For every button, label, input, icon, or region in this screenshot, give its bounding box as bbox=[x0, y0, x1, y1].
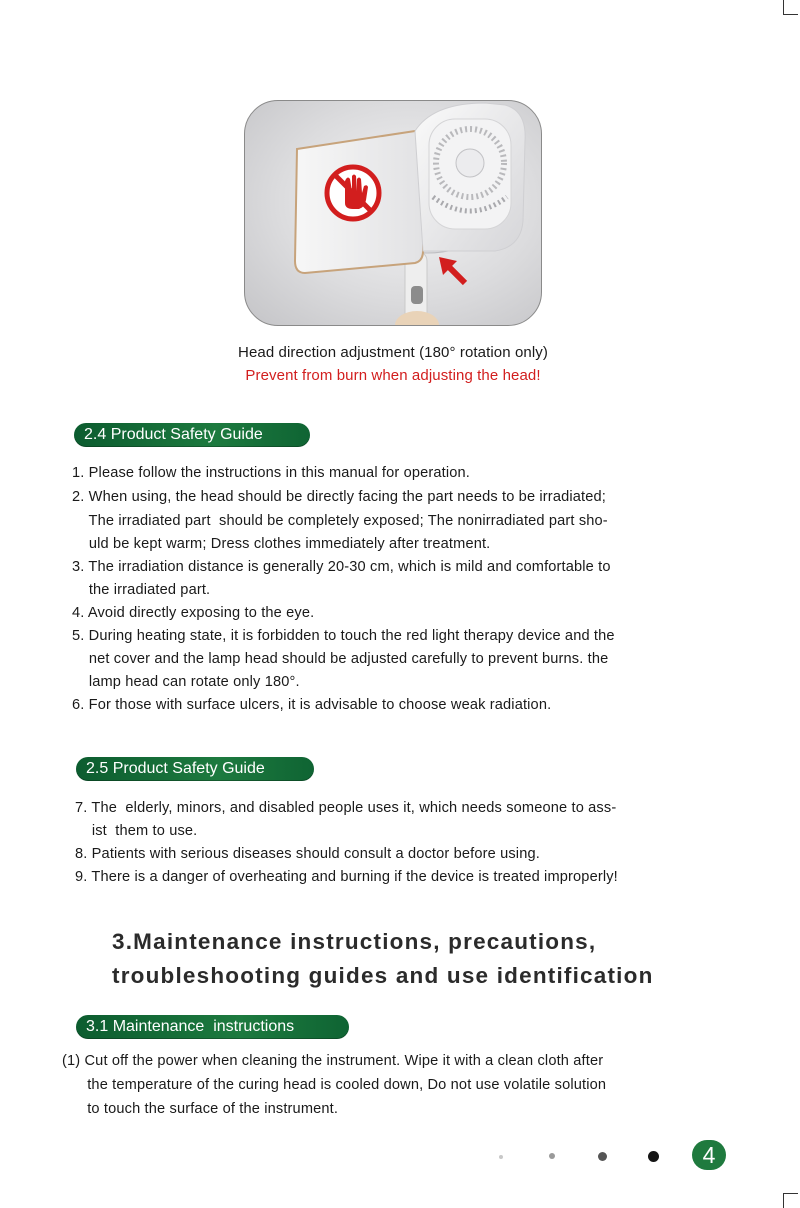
list-item: 1. Please follow the instructions in this manual for operation. bbox=[72, 465, 471, 481]
chapter-3-heading-line2: troubleshooting guides and use identification bbox=[112, 963, 654, 988]
list-item: 5. During heating state, it is forbidden to touch the red light therapy device and the bbox=[72, 628, 615, 644]
list-item: net cover and the lamp head should be adjusted carefully to prevent burns. the bbox=[72, 651, 609, 667]
page-dot bbox=[648, 1151, 659, 1162]
product-photo bbox=[244, 100, 542, 326]
list-item: 6. For those with surface ulcers, it is advisable to choose weak radiation. bbox=[72, 697, 552, 713]
crop-mark-top bbox=[783, 0, 798, 15]
page-indicator-dots bbox=[0, 1148, 800, 1168]
list-item: 8. Patients with serious diseases should consult a doctor before using. bbox=[75, 846, 540, 862]
list-item: uld be kept warm; Dress clothes immediately after treatment. bbox=[72, 536, 491, 552]
list-item: 9. There is a danger of overheating and burning if the device is treated improperly! bbox=[75, 869, 618, 885]
list-item: lamp head can rotate only 180°. bbox=[72, 674, 300, 690]
figure-warning: Prevent from burn when adjusting the head! bbox=[245, 367, 541, 384]
page-dot bbox=[598, 1152, 607, 1161]
chapter-3-heading-line1: 3.Maintenance instructions, precautions, bbox=[112, 929, 597, 954]
list-item: (1) Cut off the power when cleaning the instrument. Wipe it with a clean cloth after bbox=[62, 1053, 604, 1069]
section-2-4-heading: 2.4 Product Safety Guide bbox=[74, 423, 310, 447]
list-item: the temperature of the curing head is cooled down, Do not use volatile solution bbox=[62, 1077, 607, 1093]
list-item: to touch the surface of the instrument. bbox=[62, 1101, 339, 1117]
list-item: 7. The elderly, minors, and disabled people uses it, which needs someone to ass- bbox=[75, 800, 617, 816]
list-item: 4. Avoid directly exposing to the eye. bbox=[72, 605, 315, 621]
lamp-head-illustration bbox=[245, 101, 541, 325]
figure-caption: Head direction adjustment (180° rotation only) bbox=[238, 344, 548, 361]
section-2-5-heading: 2.5 Product Safety Guide bbox=[76, 757, 314, 781]
crop-mark-bottom bbox=[783, 1193, 798, 1208]
page-dot bbox=[549, 1153, 555, 1159]
list-item: 3. The irradiation distance is generally 20-30 cm, which is mild and comfortable to bbox=[72, 559, 611, 575]
list-item: The irradiated part should be completely exposed; The nonirradiated part sho- bbox=[72, 513, 608, 529]
page-dot bbox=[499, 1155, 503, 1159]
list-item: 2. When using, the head should be directly facing the part needs to be irradiated; bbox=[72, 489, 606, 505]
list-item: the irradiated part. bbox=[72, 582, 211, 598]
page-number: 4 bbox=[692, 1140, 726, 1170]
section-3-1-heading: 3.1 Maintenance instructions bbox=[76, 1015, 349, 1039]
list-item: ist them to use. bbox=[75, 823, 198, 839]
